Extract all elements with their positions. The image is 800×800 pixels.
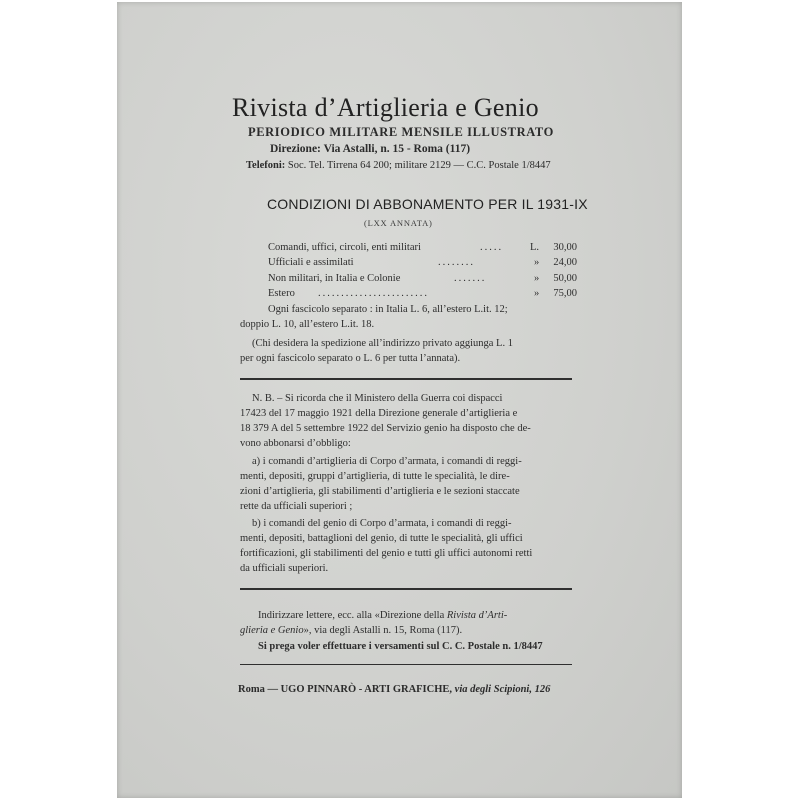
fascicolo-line: doppio L. 10, all’estero L.it. 18. — [240, 319, 375, 330]
price-label: Non militari, in Italia e Colonie — [268, 273, 401, 284]
journal-title: Rivista d’Artiglieria e Genio — [232, 93, 539, 122]
conditions-title: CONDIZIONI DI ABBONAMENTO PER IL 1931-IX — [267, 196, 588, 212]
price-row — [268, 288, 577, 302]
price-dots: ....... — [454, 273, 487, 284]
address-text: Indirizzare lettere, ecc. alla «Direzione della — [258, 610, 447, 621]
footer-printer: — UGO PINNARÒ - ARTI GRAFICHE, — [267, 684, 453, 695]
price-row — [268, 257, 577, 271]
fascicolo-line: Ogni fascicolo separato : in Italia L. 6, all’estero L.it. 12; — [268, 304, 508, 315]
nb-item-b-line: da ufficiali superiori. — [240, 563, 329, 574]
price-label: Comandi, uffici, circoli, enti militari — [268, 242, 421, 253]
price-currency: L. — [530, 242, 540, 253]
price-amount: 50,00 — [553, 273, 577, 284]
price-row — [268, 242, 577, 256]
price-currency: » — [534, 257, 540, 268]
nb-item-a-line: menti, depositi, gruppi d’artiglieria, di tutte le specialità, le dire- — [240, 471, 510, 482]
spedizione-line: (Chi desidera la spedizione all’indirizzo privato aggiunga L. 1 — [252, 338, 513, 349]
direzione-value: Via Astalli, n. 15 - Roma (117) — [323, 143, 471, 155]
postal-account-line: Si prega voler effettuare i versamenti sul C. C. Postale n. 1/8447 — [258, 641, 543, 652]
direzione-label: Direzione: — [270, 143, 321, 155]
spedizione-line: per ogni fascicolo separato o L. 6 per tutta l’annata). — [240, 353, 461, 364]
footer-city: Roma — [238, 684, 265, 695]
divider-rule — [240, 378, 572, 380]
price-dots: ........ — [438, 257, 475, 268]
nb-item-b-line: menti, depositi, battaglioni del genio, di tutte le specialità, gli uffici — [240, 533, 523, 544]
telefoni-line — [246, 160, 551, 171]
address-journal-name: glieria e Genio — [240, 625, 304, 636]
price-dots: ..... — [480, 242, 504, 253]
journal-subtitle: PERIODICO MILITARE MENSILE ILLUSTRATO — [248, 125, 554, 139]
address-text: », via degli Astalli n. 15, Roma (117). — [303, 625, 463, 636]
price-amount: 24,00 — [553, 257, 577, 268]
nb-line: N. B. – Si ricorda che il Ministero della Guerra coi dispacci — [252, 393, 503, 404]
footer-street: via degli Scipioni, 126 — [454, 684, 551, 695]
price-label: Estero — [268, 288, 295, 299]
nb-item-a-line: a) i comandi d’artiglieria di Corpo d’armata, i comandi di reggi- — [252, 456, 522, 467]
nb-line: 18 379 A del 5 settembre 1922 del Servizio genio ha disposto che de- — [240, 423, 531, 434]
price-amount: 75,00 — [553, 288, 577, 299]
nb-item-b-line: fortificazioni, gli stabilimenti del genio e tutti gli uffici autonomi retti — [240, 548, 533, 559]
price-currency: » — [534, 273, 540, 284]
divider-rule — [240, 664, 572, 665]
address-line — [258, 610, 507, 621]
nb-item-a-line: rette da ufficiali superiori ; — [240, 501, 353, 512]
nb-item-b-line: b) i comandi del genio di Corpo d’armata, i comandi di reggi- — [252, 518, 512, 529]
nb-item-a-line: zioni d’artiglieria, gli stabilimenti d’artiglieria e le sezioni staccate — [240, 486, 520, 497]
price-currency: » — [534, 288, 540, 299]
printer-footer — [238, 684, 550, 695]
price-label: Ufficiali e assimilati — [268, 257, 354, 268]
divider-rule — [240, 588, 572, 590]
annata-label: (LXX ANNATA) — [364, 218, 433, 228]
nb-line: 17423 del 17 maggio 1921 della Direzione generale d’artiglieria e — [240, 408, 518, 419]
address-line — [240, 625, 462, 636]
price-dots: ........................ — [318, 288, 429, 299]
direzione-line — [270, 143, 470, 155]
nb-line: vono abbonarsi d’obbligo: — [240, 438, 351, 449]
price-amount: 30,00 — [553, 242, 577, 253]
address-journal-name: Rivista d’Arti- — [446, 610, 508, 621]
price-row — [268, 273, 577, 287]
telefoni-label: Telefoni: — [246, 160, 286, 171]
telefoni-value: Soc. Tel. Tirrena 64 200; militare 2129 — C.C. Postale 1/8447 — [287, 160, 551, 171]
